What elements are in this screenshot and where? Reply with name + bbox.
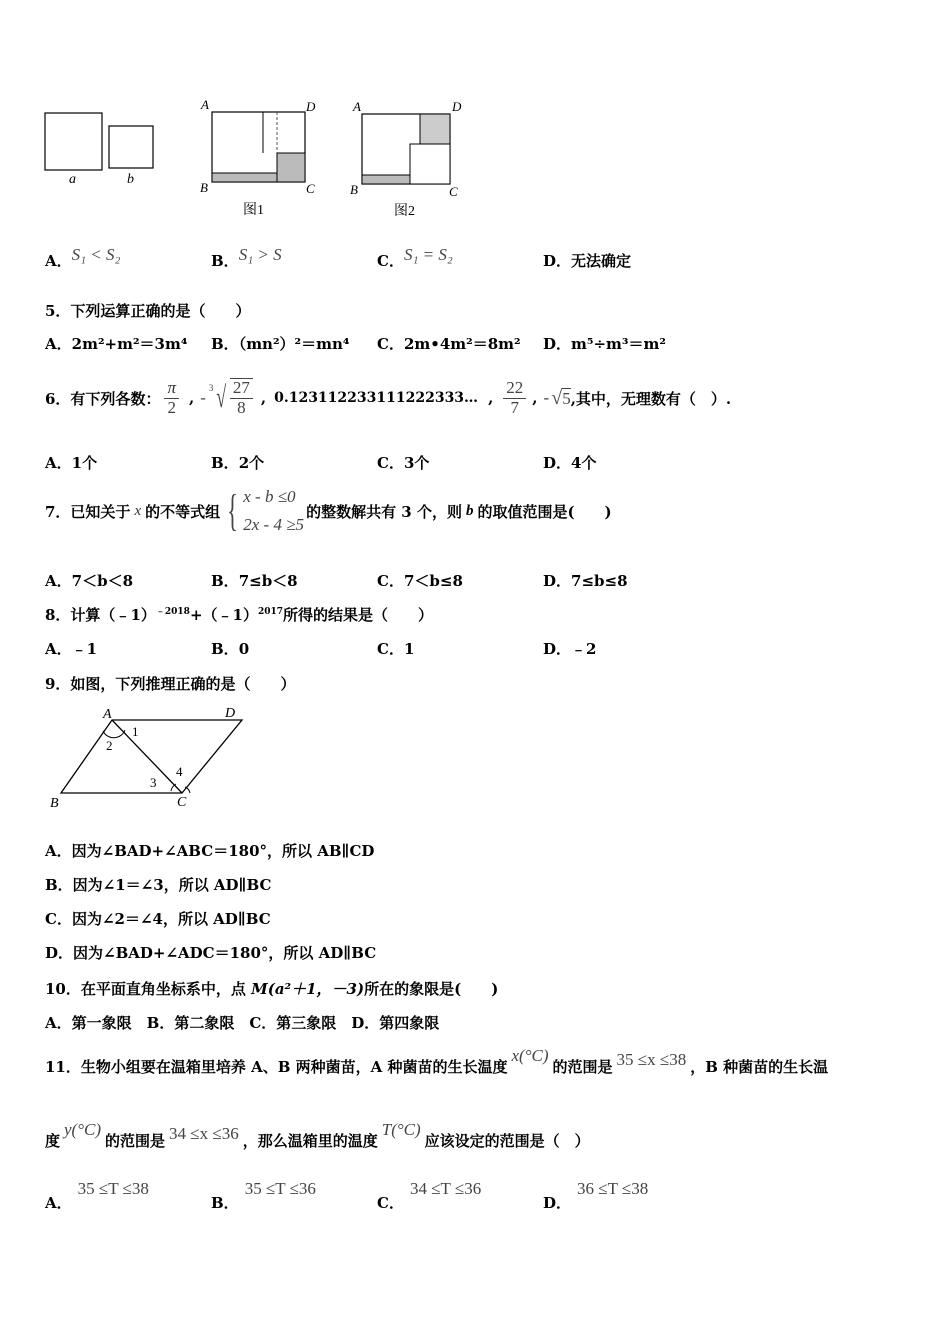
q9-stem: 9．如图，下列推理正确的是（ ） [45, 675, 296, 693]
q7-option-a[interactable]: A．7＜b＜8 [45, 572, 134, 590]
q4-option-c[interactable]: C．S₁ = S₂ [377, 245, 453, 270]
q5-option-a[interactable]: A．2m²+m²＝3m⁴ [45, 335, 188, 353]
svg-text:D: D [225, 706, 236, 721]
q4-option-d[interactable]: D．无法确定 [543, 252, 632, 270]
svg-text:A: A [103, 707, 112, 722]
figure-1 [200, 97, 316, 218]
figure-1-caption: 图1 [243, 203, 264, 218]
q6-stem: 6．有下列各数： $\frac{\pi}{2}$ , - 3 √ $\frac{27}{8}$ , 0.123112233111222333… , $\frac{22}{7}$ , - √ 5 ,其中，无理数有（ ）. [45, 377, 732, 417]
q5-stem: 5．下列运算正确的是（ ） [45, 302, 251, 320]
q6-option-a[interactable]: A．1个 [45, 454, 98, 472]
q4-option-a[interactable]: A．S₁ < S₂ [45, 245, 121, 270]
svg-text:3: 3 [150, 775, 157, 790]
label-a: a [69, 172, 76, 187]
svg-text:B: B [350, 182, 358, 197]
square-b [109, 126, 153, 168]
q7-option-c[interactable]: C．7＜b≤8 [377, 572, 463, 590]
q7-stem: 7．已知关于 x 的不等式组 { x - b ≤0 2x - 4 ≥5 的整数解共有 3 个，则 b 的取值范围是( ) [45, 486, 612, 535]
q11-option-b[interactable]: B．35 ≤T ≤36 [211, 1179, 316, 1212]
q11-option-d[interactable]: D．36 ≤T ≤38 [543, 1179, 649, 1212]
q7-option-b[interactable]: B．7≤b＜8 [211, 572, 298, 590]
q4-option-b[interactable]: B．S₁ > S [211, 245, 282, 270]
svg-text:4: 4 [176, 764, 183, 779]
square-a [45, 113, 102, 170]
q10-stem: 10．在平面直角坐标系中，点 M(a²＋1，－3)所在的象限是( ) [45, 980, 499, 998]
q5-option-d[interactable]: D．m⁵÷m³＝m² [543, 335, 666, 353]
figure-2-caption: 图2 [394, 204, 415, 219]
figure-2 [350, 99, 462, 219]
q8-option-a[interactable]: A．﹣1 [45, 640, 98, 658]
q11-option-c[interactable]: C．34 ≤T ≤36 [377, 1179, 482, 1212]
svg-text:B: B [200, 180, 208, 195]
q8-option-d[interactable]: D．﹣2 [543, 640, 597, 658]
q9-parallelogram-figure [45, 700, 255, 815]
q11-option-a[interactable]: A．35 ≤T ≤38 [45, 1179, 149, 1212]
svg-text:B: B [50, 796, 59, 811]
svg-text:2: 2 [106, 738, 113, 753]
q11-line1: 11．生物小组要在温箱里培养 A、B 两种菌苗，A 种菌苗的生长温度 x(°C) 的范围是 35 ≤x ≤38 ，B 种菌苗的生长温 [45, 1046, 829, 1076]
q10-options[interactable]: A．第一象限 B．第二象限 C．第三象限 D．第四象限 [45, 1014, 440, 1032]
q6-option-c[interactable]: C．3个 [377, 454, 430, 472]
q8-stem: 8．计算（﹣1）$^{﹣2018}$+（﹣1）$^{2017}$所得的结果是（ ） [45, 606, 434, 624]
svg-text:1: 1 [132, 724, 139, 739]
svg-text:C: C [177, 795, 187, 810]
q11-line2: 度 y(°C) 的范围是 34 ≤x ≤36 ，那么温箱里的温度 T(°C) 应该设定的范围是（ ） [45, 1120, 590, 1150]
q6-option-d[interactable]: D．4个 [543, 454, 597, 472]
svg-text:A: A [201, 97, 209, 112]
q9-option-b[interactable]: B．因为∠1＝∠3，所以 AD∥BC [45, 876, 272, 894]
q5-option-c[interactable]: C．2m•4m²＝8m² [377, 335, 521, 353]
svg-text:D: D [306, 99, 316, 114]
q9-option-d[interactable]: D．因为∠BAD+∠ADC＝180°，所以 AD∥BC [45, 944, 377, 962]
q6-option-b[interactable]: B．2个 [211, 454, 265, 472]
label-b: b [127, 172, 134, 187]
q7-option-d[interactable]: D．7≤b≤8 [543, 572, 628, 590]
q8-option-c[interactable]: C．1 [377, 640, 415, 658]
q9-option-a[interactable]: A．因为∠BAD+∠ABC＝180°，所以 AB∥CD [45, 842, 375, 860]
svg-text:C: C [449, 184, 458, 199]
q5-option-b[interactable]: B．（mn²）²＝mn⁴ [211, 335, 350, 353]
top-figures [40, 95, 480, 225]
q8-option-b[interactable]: B．0 [211, 640, 250, 658]
svg-text:C: C [306, 181, 315, 196]
svg-text:D: D [452, 99, 462, 114]
q9-option-c[interactable]: C．因为∠2＝∠4，所以 AD∥BC [45, 910, 271, 928]
svg-text:A: A [353, 99, 361, 114]
